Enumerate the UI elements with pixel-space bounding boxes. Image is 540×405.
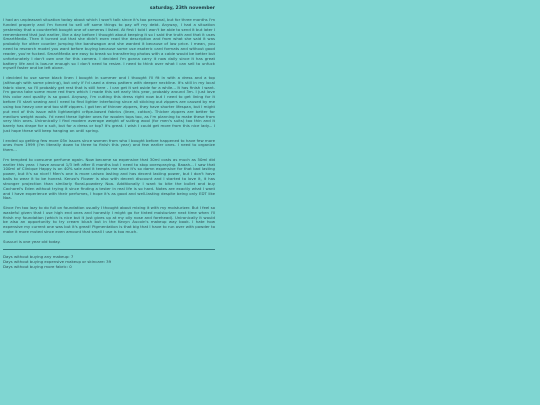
post-paragraph: I'm tempted to consume perfume again. Now became so expensive that 30ml costs as much as 50ml did earlier this year. I have around 1/3 left after 8 months but I need to stop overspraying. Baaah... I saw that 100ml of Clinique Happy is on 40% sale and it tempts me since it's so damn expensive for that bad lasting power, but it's so nice!! Men's one is more unisex lasting and has decent lasting power, but I don't have balls to wear it to be honest. Kenzo's Flower is also with decent discount and I started to love it, it has stronger projection than similarly floral-powdery Noa. Additionally I want to bite the bullet and buy Cacharel's Eden without trying it since finding a tester in real life is so hard. Notes are exactly what I want and I have experience with their perfumes, I hope it's as good and well-lasting despite being only EDT like Noa. <box>3 156 215 201</box>
stat-fabric: Days without buying more fabric: 0 <box>3 264 72 270</box>
stat-makeup: Days without buying any makeup: 7 <box>3 254 74 260</box>
post-paragraph: I decided to use some black linen I bought in summer and I thought I'll fit in with a dress and a top (although with some piecing), but only if I'd used a dress pattern with deeper neckline. It's still in my local fabric store, so I'll probably get rest that is still here - I can get it set aside for a while... It has finish I want. I'm gonna take some more red from which I made this set early this year, probably around 3m. I just love this color and quality is so good. Anyway, I'm cutting this dress right now but I need to get lining for it before I'll start sewing and I need to find lighter interfacing since all sticking out zippers are caused by me using too heavy one and too stiff zippers. I got ten of thinner zippers, they have shorter lifespan, but I might put end of this issue with lightweight crêpe-based fabrics (linen, cotton). Thicker zippers are better for medium weight wools. I'd need these lighter ones for woolen tops too, as I'm planning to make these from very thin ones. Unironically I find modern average weight of suiting wool (for men's suits) too thin and it barely has drape for a suit, but for a dress or top? It's great. I wish I could get more from this nice lady... I just hope these will keep hanging on until spring. <box>3 74 215 134</box>
stat-expensive-makeup: Days without buying expensive makeup or skincare: 39 <box>3 259 112 265</box>
post-paragraph: I ended up getting few more 05n issues since women from who I bought before happened to have few more ones from 1999 (I'm literally down to three to finish this year) and few earlier ones. I need to organize them... <box>3 137 215 153</box>
post-paragraph: I had an unpleasant situation today about which I won't talk since it's too personal, but for three months I'm funded properly and I'm forced to sell off some things to pay off my debt. Anyway, I had a situation yesterday that a counterfeit bought one of cameras I listed. At first I told I won't be able to send it but later I remembered that just earlier, like a day before I thought about keeping it so I said the truth and that it uses SmartMedia. Then it turned out that she didn't even read the description and from what she said it was probably for other counter jumping the bandwagon and she wanted it because of low price. I mean, you need to research model you want before buying because some use esoteric card formats and without good reader, you're fucked. SmartMedia are easy to break so transferring photos with a cable would be better but unfortunately I don't own one for this camera. I decided I'm gonna carry it now daily since it has great battery life and is low-ne enough so I don't need to resize. I need to think over what I can sell to unfuck myself faster and be left alone. <box>3 17 215 71</box>
post-paragraph: Since I'm too lazy to do full on foundation usually I thought about mixing it with my moisturizer. But I feel so wasteful given that I use high end ones and honestly I might go for tinted moisturizer next time when I'll finish my foundation (which is nice but it just gives up at my oily nose and forehead). Unironically it would be also an opportunity to try cream blush but in the Kevyn Aucoin's makeup way book. I hate how expensive my current one was but it's great! Pigmentation is that big that I have to run over with powder to make it more muted since even amount that small I use is too much. <box>3 204 215 235</box>
blog-post <box>3 6 215 270</box>
stats-list <box>3 255 215 270</box>
post-divider <box>3 249 215 250</box>
post-paragraph: Susuuri is one year old today. <box>3 238 61 244</box>
post-date: saturday, 23th november <box>149 6 215 11</box>
